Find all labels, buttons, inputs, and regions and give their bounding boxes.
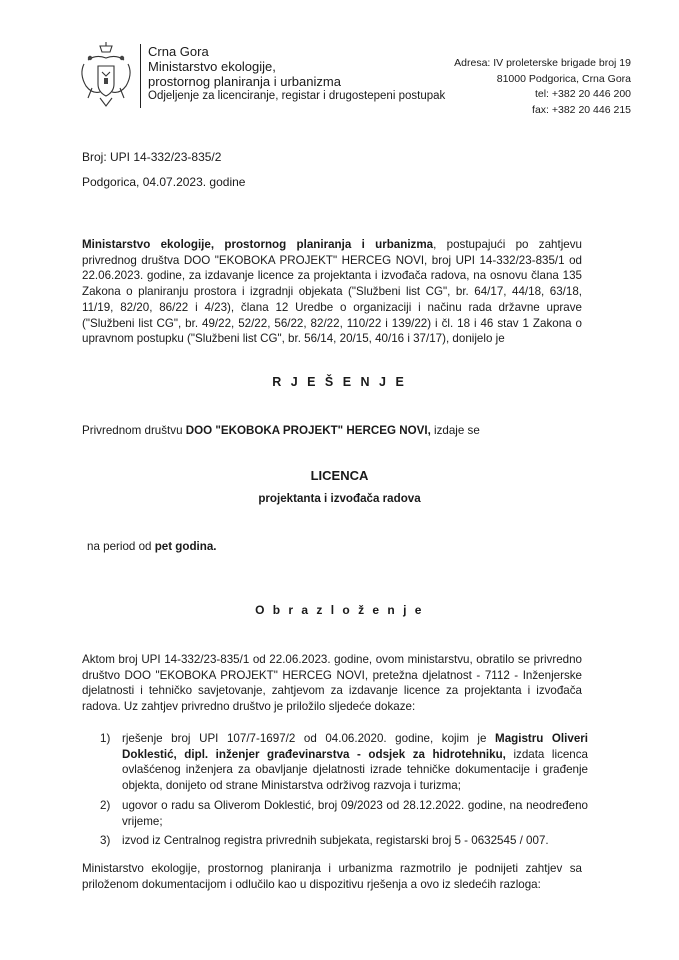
intro-paragraph (82, 237, 582, 347)
country-name: Crna Gora (148, 44, 209, 59)
decision-paragraph (82, 423, 602, 439)
evidence-list (100, 731, 588, 853)
list-item-text: ugovor o radu sa Oliverom Doklestić, broj 09/2023 od 28.12.2022. godine, na neodređeno vrijeme; (122, 798, 588, 828)
ministry-name-line1: Ministarstvo ekologije, (148, 59, 276, 74)
list-item (100, 798, 588, 829)
period-duration: pet godina. (154, 540, 217, 553)
licence-title: LICENCA (310, 468, 369, 483)
licence-subtitle: projektanta i izvođača radova (258, 492, 421, 505)
address-line2: 81000 Podgorica, Crna Gora (496, 72, 631, 85)
reasoning-heading: O b r a z l o ž e n j e (255, 603, 424, 617)
letterhead-divider (140, 44, 141, 108)
place-date: Podgorica, 04.07.2023. godine (82, 175, 246, 189)
list-item-number: 1) (100, 732, 111, 745)
decision-heading: R J E Š E N J E (272, 375, 407, 389)
decision-pre: Privrednom društvu (82, 424, 186, 437)
telephone: tel: +382 20 446 200 (534, 88, 631, 100)
letterhead-organization (148, 44, 445, 104)
ministry-name-line2: prostornog planiranja i urbanizma (148, 74, 341, 89)
address-line1: Adresa: IV proleterske brigade broj 19 (454, 57, 631, 69)
reasoning-paragraph: Aktom broj UPI 14-332/23-835/1 od 22.06.2023. godine, ovom ministarstvu, obratilo se privredno društvo DOO "EKOBOKA PROJEKT" HERCEG NOVI, pretežna djelatnost - 7112 - Inženjerske djelatnosti i tehničko savjetovanje, zahtjevom za izdavanje licence za projektanta i izvođača radova. Uz zahtjev privredno društvo je priložilo sljedeće dokaze: (82, 653, 582, 714)
period-pre: na period od (87, 540, 155, 553)
engineer-name: Magistru Oliveri Doklestić, dipl. inženjer građevinarstva - odsjek za hidrotehniku, (122, 732, 589, 761)
fax: fax: +382 20 446 215 (532, 103, 631, 116)
list-item (100, 833, 588, 849)
coat-of-arms-icon (78, 42, 134, 110)
period-paragraph (87, 539, 587, 555)
decision-post: izdaje se (430, 424, 480, 437)
intro-lead: Ministarstvo ekologije, prostornog planiranja i urbanizma (82, 238, 434, 251)
letterhead-contact (454, 56, 631, 118)
reference-number: Broj: UPI 14-332/23-835/2 (82, 150, 222, 164)
company-name: DOO "EKOBOKA PROJEKT" HERCEG NOVI, (185, 424, 431, 437)
list-item-text: rješenje broj UPI 107/7-1697/2 od 04.06.2020. godine, kojim je (122, 732, 496, 745)
list-item-text: izvod iz Centralnog registra privrednih subjekata, registarski broj 5 - 0632545 / 007. (122, 834, 549, 848)
intro-text: , postupajući po zahtjevu privrednog društva DOO "EKOBOKA PROJEKT" HERCEG NOVI, broj UPI 14-332/23-835/1 od 22.06.2023. godine, za izdavanje licence za projektanta i izvođača radova, na osnovu člana 135 Zakona o planiranju prostora i izgradnji objekata ("Službeni list CG", br. 64/17, 44/18, 63/18, 11/19, 82/20, 86/22 i 4/23), člana 12 Uredbe o organizaciji i načinu rada državne uprave ("Službeni list CG", br. 49/22, 52/22, 56/22, 82/22, 110/22 i 139/22) i čl. 18 i 46 stav 1 Zakona o upravnom postupku ("Službeni list CG", br. 56/14, 20/15, 40/16 i 37/17), donijelo je (82, 238, 582, 346)
closing-paragraph: Ministarstvo ekologije, prostornog planiranja i urbanizma razmotrilo je podnijeti zahtjev sa priloženom dokumentacijom i odlučilo kao u dispozitivu rješenja a ovo iz sledećih razloga: (82, 862, 582, 891)
list-item-number: 2) (100, 798, 111, 812)
department-name: Odjeljenje za licenciranje, registar i drugostepeni postupak (148, 90, 446, 102)
list-item-number: 3) (100, 834, 111, 848)
list-item-text-post: izdata licenca ovlašćenog inženjera za obavljanje djelatnosti izrade tehničke dokumentacije i građenje objekta, donijeto od strane Ministarstva održivog razvoja i turizma; (122, 747, 589, 793)
list-item (100, 731, 588, 794)
